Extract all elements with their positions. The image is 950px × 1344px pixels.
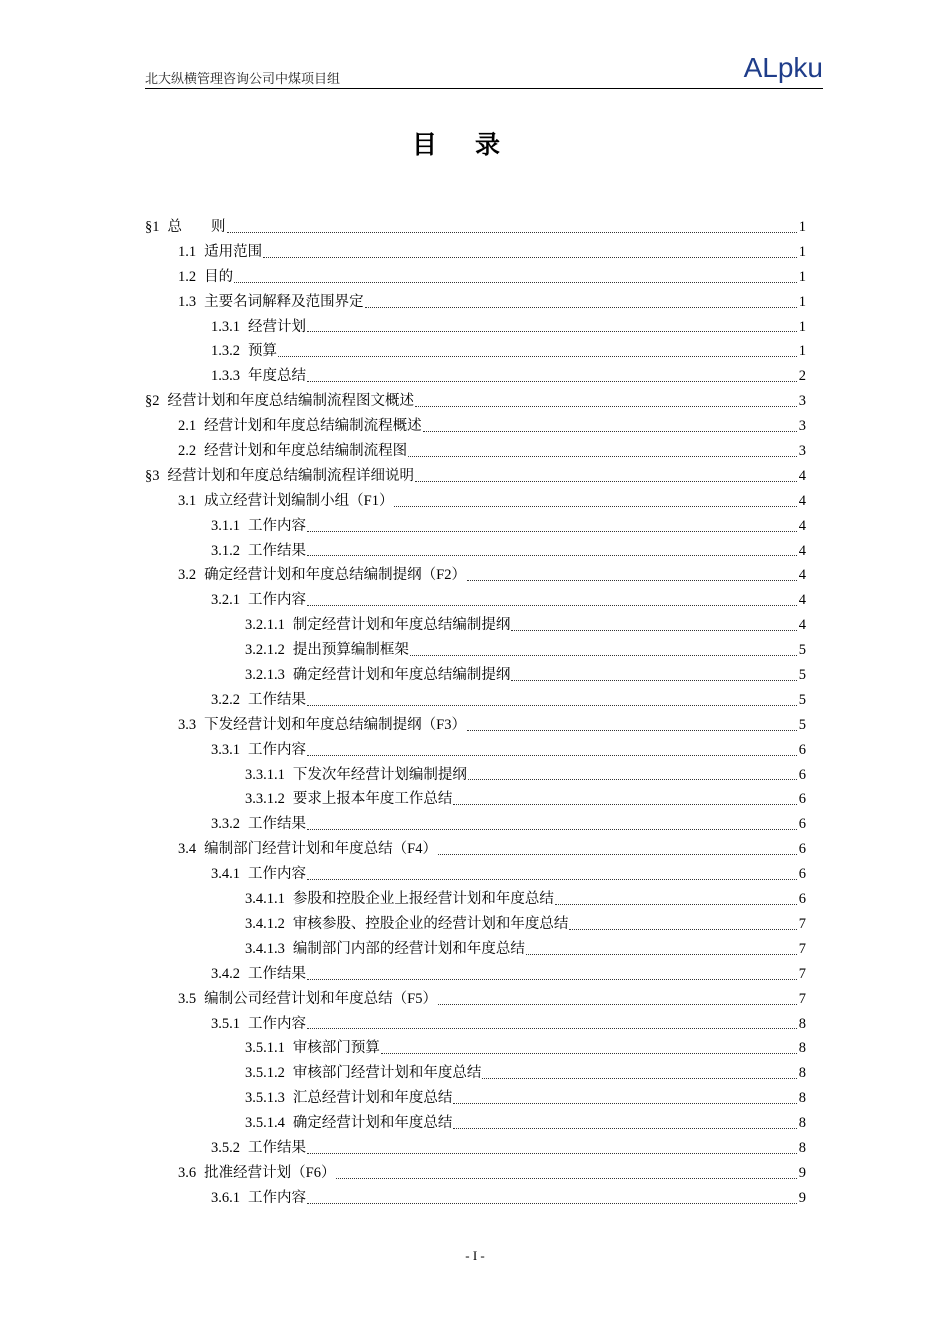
toc-entry[interactable] <box>145 563 806 588</box>
toc-dot-leader <box>307 373 797 382</box>
toc-entry-number: 3.2.2 <box>211 691 240 708</box>
toc-entry[interactable] <box>145 812 806 837</box>
toc-entry-number: 3.4.1.1 <box>245 891 285 908</box>
toc-entry-page: 6 <box>798 791 806 808</box>
toc-dot-leader <box>453 1120 797 1129</box>
toc-entry-number: 3.5 <box>178 990 197 1007</box>
toc-entry[interactable] <box>145 1086 806 1111</box>
toc-dot-leader <box>408 448 797 457</box>
toc-entry-page: 4 <box>798 567 806 584</box>
toc-entry[interactable] <box>145 514 806 539</box>
toc-entry-title: 适用范围 <box>204 243 263 260</box>
toc-entry-page: 1 <box>798 268 806 285</box>
toc-entry[interactable] <box>145 389 806 414</box>
toc-entry-title: 年度总结 <box>248 368 306 385</box>
toc-entry-page: 8 <box>798 1115 806 1132</box>
toc-dot-leader <box>307 971 797 980</box>
toc-entry-number: §1 <box>145 219 160 235</box>
toc-dot-leader <box>453 1095 797 1104</box>
toc-entry[interactable] <box>145 265 806 290</box>
toc-entry-page: 6 <box>798 891 806 908</box>
toc-entry-title: 下发次年经营计划编制提纲 <box>292 766 467 783</box>
toc-entry-title: 审核参股、控股企业的经营计划和年度总结 <box>292 915 569 932</box>
toc-entry-number: 3.4.1.2 <box>245 915 285 932</box>
toc-entry-number: 3.3.1.2 <box>245 791 285 808</box>
toc-entry-title: 确定经营计划和年度总结编制提纲（F2） <box>204 567 466 584</box>
toc-entry-page: 4 <box>798 592 806 609</box>
toc-entry-page: 8 <box>798 1040 806 1057</box>
toc-dot-leader <box>307 821 797 830</box>
toc-entry-title: 确定经营计划和年度总结 <box>292 1115 453 1132</box>
toc-entry[interactable] <box>145 315 806 340</box>
toc-entry[interactable] <box>145 1161 806 1186</box>
toc-dot-leader <box>307 1195 797 1204</box>
toc-entry-title: 工作内容 <box>248 1015 306 1032</box>
toc-entry-title: 审核部门经营计划和年度总结 <box>292 1065 482 1082</box>
toc-entry-number: 3.1.1 <box>211 517 240 534</box>
toc-entry[interactable] <box>145 439 806 464</box>
toc-dot-leader <box>263 249 797 258</box>
toc-entry[interactable] <box>145 1186 806 1211</box>
header-org-name: 北大纵横管理咨询公司中煤项目组 <box>145 71 341 86</box>
toc-entry-number: 2.1 <box>178 418 197 435</box>
toc-entry-page: 8 <box>798 1065 806 1082</box>
toc-entry-page: 1 <box>798 343 806 360</box>
toc-entry[interactable] <box>145 738 806 763</box>
page-header <box>145 52 823 89</box>
toc-entry-page: 5 <box>798 691 806 708</box>
toc-entry-number: 1.3.3 <box>211 368 240 385</box>
logo-part-al: AL <box>743 52 778 83</box>
toc-entry-title: 工作内容 <box>248 1189 306 1206</box>
toc-entry-page: 6 <box>798 866 806 883</box>
toc-entry-number: 1.3.2 <box>211 343 240 360</box>
logo-part-pku: pku <box>777 52 823 83</box>
toc-entry-page: 9 <box>798 1164 806 1181</box>
toc-entry-title: 汇总经营计划和年度总结 <box>292 1090 453 1107</box>
toc-dot-leader <box>307 1145 797 1154</box>
toc-entry-page: 4 <box>798 542 806 559</box>
toc-entry[interactable] <box>145 862 806 887</box>
toc-entry[interactable] <box>145 663 806 688</box>
toc-entry-title: 工作结果 <box>248 816 306 833</box>
toc-entry-title: 经营计划和年度总结编制流程概述 <box>204 418 422 435</box>
toc-entry[interactable] <box>145 1111 806 1136</box>
toc-dot-leader <box>307 323 797 332</box>
toc-entry-page: 4 <box>798 617 806 634</box>
toc-entry-page: 1 <box>798 293 806 310</box>
toc-dot-leader <box>307 747 797 756</box>
toc-entry[interactable] <box>145 1136 806 1161</box>
table-of-contents <box>145 215 806 1211</box>
toc-dot-leader <box>307 523 797 532</box>
toc-entry[interactable] <box>145 912 806 937</box>
toc-entry-page: 9 <box>798 1189 806 1206</box>
toc-entry-title: 要求上报本年度工作总结 <box>292 791 453 808</box>
toc-dot-leader <box>555 896 797 905</box>
toc-entry-page: 3 <box>798 418 806 435</box>
toc-entry-title: 经营计划和年度总结编制流程图 <box>204 443 408 460</box>
toc-dot-leader <box>227 224 798 233</box>
toc-entry-number: 3.2.1 <box>211 592 240 609</box>
toc-dot-leader <box>467 572 797 581</box>
toc-dot-leader <box>307 697 797 706</box>
toc-entry-title: 编制部门内部的经营计划和年度总结 <box>292 940 525 957</box>
toc-entry-number: 1.3.1 <box>211 318 240 335</box>
toc-entry[interactable] <box>145 613 806 638</box>
toc-entry-title: 经营计划和年度总结编制流程详细说明 <box>167 467 414 484</box>
toc-entry-number: §2 <box>145 393 160 410</box>
toc-entry-number: 3.2.1.1 <box>245 617 285 634</box>
toc-dot-leader <box>307 597 797 606</box>
toc-entry-title: 工作内容 <box>248 741 306 758</box>
toc-entry-title: 编制公司经营计划和年度总结（F5） <box>204 990 437 1007</box>
toc-dot-leader <box>511 672 797 681</box>
toc-entry[interactable] <box>145 937 806 962</box>
toc-entry[interactable] <box>145 887 806 912</box>
toc-entry-page: 7 <box>798 990 806 1007</box>
toc-entry-number: 3.4.2 <box>211 965 240 982</box>
toc-entry-number: 3.5.1.3 <box>245 1090 285 1107</box>
toc-entry-page: 8 <box>798 1090 806 1107</box>
toc-entry-number: §3 <box>145 467 160 484</box>
toc-entry[interactable] <box>145 713 806 738</box>
toc-entry-number: 3.5.1.2 <box>245 1065 285 1082</box>
toc-dot-leader <box>307 871 797 880</box>
toc-entry-page: 2 <box>798 368 806 385</box>
toc-entry-page: 1 <box>798 243 806 260</box>
toc-entry-title: 工作结果 <box>248 1139 306 1156</box>
toc-entry-page: 6 <box>798 766 806 783</box>
toc-entry-number: 3.4.1 <box>211 866 240 883</box>
toc-dot-leader <box>423 423 797 432</box>
toc-dot-leader <box>569 921 797 930</box>
toc-entry-number: 3.5.1.4 <box>245 1115 285 1132</box>
toc-dot-leader <box>415 473 797 482</box>
page-number: - I - <box>465 1248 485 1263</box>
toc-entry-title: 下发经营计划和年度总结编制提纲（F3） <box>204 716 466 733</box>
toc-entry-page: 6 <box>798 741 806 758</box>
toc-dot-leader <box>526 946 797 955</box>
toc-entry-page: 3 <box>798 443 806 460</box>
toc-entry-number: 3.3.1 <box>211 741 240 758</box>
toc-entry-title: 确定经营计划和年度总结编制提纲 <box>292 667 511 684</box>
toc-entry-number: 3.5.2 <box>211 1139 240 1156</box>
toc-entry[interactable] <box>145 962 806 987</box>
toc-entry-number: 3.6 <box>178 1164 197 1181</box>
toc-dot-leader <box>381 1045 797 1054</box>
toc-entry-page: 5 <box>798 667 806 684</box>
toc-dot-leader <box>234 274 797 283</box>
toc-entry[interactable] <box>145 464 806 489</box>
toc-entry[interactable] <box>145 588 806 613</box>
toc-entry[interactable] <box>145 787 806 812</box>
toc-entry-title: 参股和控股企业上报经营计划和年度总结 <box>292 891 554 908</box>
toc-entry-page: 1 <box>798 318 806 335</box>
toc-dot-leader <box>278 348 797 357</box>
toc-entry-number: 3.3.1.1 <box>245 766 285 783</box>
toc-entry[interactable] <box>145 489 806 514</box>
toc-entry-title: 预算 <box>248 343 277 360</box>
toc-dot-leader <box>307 1020 797 1029</box>
toc-entry-title: 成立经营计划编制小组（F1） <box>204 492 394 509</box>
toc-entry-page: 8 <box>798 1139 806 1156</box>
toc-entry-number: 3.3 <box>178 716 197 733</box>
toc-entry-number: 3.2 <box>178 567 197 584</box>
toc-entry-number: 3.6.1 <box>211 1189 240 1206</box>
toc-entry-title: 审核部门预算 <box>292 1040 380 1057</box>
toc-entry[interactable] <box>145 339 806 364</box>
toc-entry[interactable] <box>145 539 806 564</box>
toc-entry-number: 3.4.1.3 <box>245 940 285 957</box>
toc-entry-page: 7 <box>798 915 806 932</box>
toc-entry-title: 经营计划和年度总结编制流程图文概述 <box>167 393 414 410</box>
toc-entry-number: 3.1.2 <box>211 542 240 559</box>
toc-dot-leader <box>482 1070 797 1079</box>
toc-dot-leader <box>438 846 797 855</box>
toc-entry-title: 工作内容 <box>248 592 306 609</box>
toc-entry-page: 6 <box>798 841 806 858</box>
toc-dot-leader <box>453 796 797 805</box>
toc-entry-title: 目的 <box>204 268 234 285</box>
toc-entry-number: 3.2.1.3 <box>245 667 285 684</box>
toc-entry-number: 1.2 <box>178 268 197 285</box>
toc-entry-title: 工作内容 <box>248 866 306 883</box>
toc-dot-leader <box>438 996 797 1005</box>
toc-entry[interactable] <box>145 1061 806 1086</box>
toc-entry-page: 4 <box>798 517 806 534</box>
toc-entry[interactable] <box>145 1012 806 1037</box>
toc-entry-number: 3.3.2 <box>211 816 240 833</box>
toc-dot-leader <box>307 547 797 556</box>
toc-entry[interactable] <box>145 763 806 788</box>
toc-entry-page: 3 <box>798 393 806 410</box>
toc-entry-number: 3.2.1.2 <box>245 642 285 659</box>
toc-entry-number: 1.1 <box>178 243 197 260</box>
toc-entry-number: 3.4 <box>178 841 197 858</box>
toc-entry[interactable] <box>145 364 806 389</box>
toc-entry-page: 7 <box>798 965 806 982</box>
toc-entry-title: 编制部门经营计划和年度总结（F4） <box>204 841 437 858</box>
toc-entry[interactable] <box>145 688 806 713</box>
toc-entry[interactable] <box>145 240 806 265</box>
toc-entry-title: 主要名词解释及范围界定 <box>204 293 364 310</box>
toc-dot-leader <box>511 622 797 631</box>
toc-entry-page: 4 <box>798 492 806 509</box>
toc-entry-title: 工作内容 <box>248 517 306 534</box>
toc-entry-page: 7 <box>798 940 806 957</box>
toc-entry[interactable] <box>145 414 806 439</box>
company-logo <box>744 54 823 82</box>
toc-entry[interactable] <box>145 837 806 862</box>
toc-entry[interactable] <box>145 987 806 1012</box>
toc-entry-title: 工作结果 <box>248 691 306 708</box>
toc-entry-number: 3.1 <box>178 492 197 509</box>
toc-entry-title: 总 则 <box>167 219 226 235</box>
toc-dot-leader <box>467 722 797 731</box>
toc-entry[interactable] <box>145 638 806 663</box>
toc-entry-title: 制定经营计划和年度总结编制提纲 <box>292 617 511 634</box>
toc-dot-leader <box>410 647 797 656</box>
toc-dot-leader <box>365 299 797 308</box>
toc-entry-page: 6 <box>798 816 806 833</box>
toc-entry-number: 2.2 <box>178 443 197 460</box>
toc-entry-title: 提出预算编制框架 <box>292 642 409 659</box>
toc-entry-number: 3.5.1.1 <box>245 1040 285 1057</box>
toc-entry-title: 经营计划 <box>248 318 306 335</box>
toc-entry[interactable] <box>145 1036 806 1061</box>
toc-entry-number: 1.3 <box>178 293 197 310</box>
toc-entry-number: 3.5.1 <box>211 1015 240 1032</box>
page-title: 目录 <box>411 130 538 159</box>
toc-entry-page: 4 <box>798 467 806 484</box>
toc-entry-page: 1 <box>798 219 806 235</box>
toc-dot-leader <box>415 398 797 407</box>
toc-entry-title: 工作结果 <box>248 542 306 559</box>
toc-entry-title: 批准经营计划（F6） <box>204 1164 336 1181</box>
toc-entry-page: 5 <box>798 716 806 733</box>
toc-entry-page: 8 <box>798 1015 806 1032</box>
toc-entry-page: 5 <box>798 642 806 659</box>
toc-entry[interactable] <box>145 290 806 315</box>
toc-entry-title: 工作结果 <box>248 965 306 982</box>
toc-entry[interactable] <box>145 215 806 240</box>
toc-dot-leader <box>394 498 797 507</box>
toc-dot-leader <box>468 771 797 780</box>
toc-dot-leader <box>336 1170 797 1179</box>
